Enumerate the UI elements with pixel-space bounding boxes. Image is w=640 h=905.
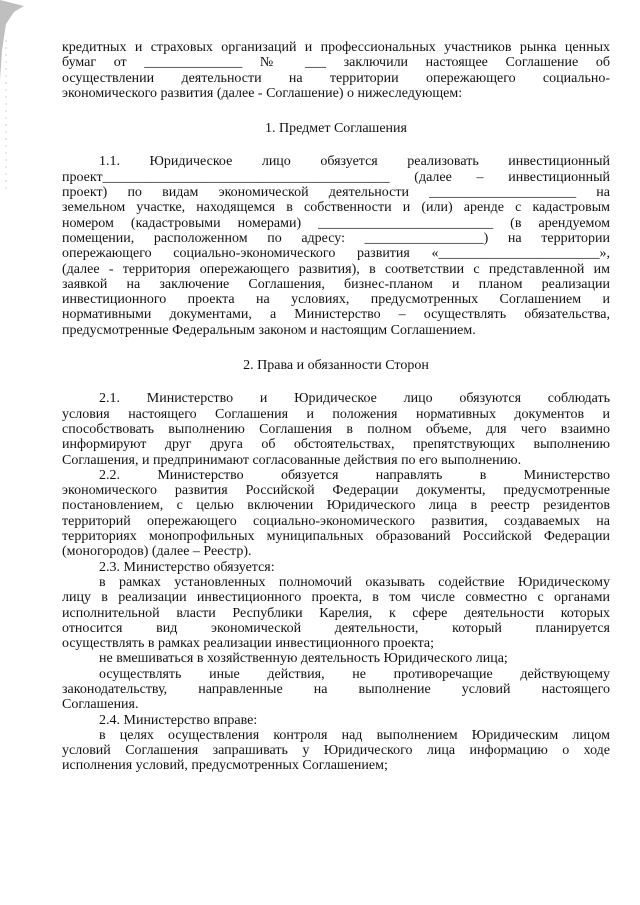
paragraph-2-4 — [62, 713, 610, 774]
paragraph-line: номером (кадастровыми номерами) _________________________ (в арендуемом — [62, 215, 610, 231]
paragraph-heading: 2.3. Министерство обязуется: — [99, 559, 275, 575]
paragraph-line: способствовать выполнению Соглашения в полном объеме, для чего взаимно — [62, 421, 610, 437]
list-item-line: исполнения условий, предусмотренных Соглашением; — [62, 758, 388, 774]
list-item-line: законодательству, направленные на выполнение условий настоящего — [62, 681, 610, 697]
paragraph-line: помещении, расположенном по адресу: _________________) на территории — [62, 230, 610, 246]
intro-line: экономического развития (далее - Соглашение) о нижеследующем: — [62, 85, 463, 101]
paragraph-line: 2.1. Министерство и Юридическое лицо обязуются соблюдать — [99, 391, 610, 407]
section-2-heading: 2. Права и обязанности Сторон — [243, 358, 429, 374]
paragraph-line: (далее - территория опережающего развития), в соответствии с представленной им — [62, 261, 610, 277]
intro-line: кредитных и страховых организаций и профессиональных участников рынка ценных — [62, 40, 610, 55]
paragraph-line: нормативными документами, а Министерство – осуществлять обязательства, — [62, 307, 610, 323]
paragraph-line: территорий опережающего социально-экономического развития, создаваемых на — [62, 513, 610, 529]
paragraph-line: предусмотренные Федеральным законом и настоящим Соглашением. — [62, 322, 476, 338]
paragraph-line: постановлением, с целью включении Юридического лица в реестр резидентов — [62, 498, 610, 514]
list-item-line: не вмешиваться в хозяйственную деятельность Юридического лица; — [99, 651, 508, 667]
paragraph-line: проект_________________________________________ (далее – инвестиционный — [62, 169, 610, 185]
paragraph-line: 1.1. Юридическое лицо обязуется реализовать инвестиционный — [99, 154, 610, 170]
paragraph-line: (моногородов) (далее – Реестр). — [62, 544, 252, 560]
intro-paragraph — [62, 40, 610, 101]
paragraph-2-3 — [62, 560, 610, 713]
list-item-line: лицу в реализации инвестиционного проекта, в том числе совместно с органами — [62, 590, 610, 606]
paragraph-line: заявкой на заключение Соглашения, бизнес-планом и планом реализации — [62, 276, 610, 292]
paragraph-line: проект) по видам экономической деятельности _____________________ на — [62, 185, 610, 201]
paragraph-line: экономического развития Российской Федерации документы, предусмотренные — [62, 483, 610, 499]
paragraph-line: Соглашения, и предпринимают согласованные действия по его выполнению. — [62, 452, 522, 468]
list-item-line: в рамках установленных полномочий оказывать содействие Юридическому — [99, 574, 610, 590]
paragraph-2-2 — [62, 468, 610, 560]
paragraph-line: информируют друг друга об обстоятельствах, препятствующих выполнению — [62, 437, 610, 453]
list-item-line: исполнительной власти Республики Карелия, к сфере деятельности которых — [62, 605, 610, 621]
paragraph-line: территориях монопрофильных муниципальных образований Российской Федерации — [62, 529, 610, 545]
scan-artifact — [0, 0, 24, 200]
list-item-line: условий Соглашения запрашивать у Юридического лица информацию о ходе — [62, 743, 610, 759]
intro-line: осуществлении деятельности на территории опережающего социально- — [62, 70, 610, 86]
list-item-line: Соглашения. — [62, 697, 139, 713]
list-item-line: в целях осуществления контроля над выполнением Юридическим лицом — [99, 727, 610, 743]
paragraph-2-1 — [62, 391, 610, 467]
paragraph-line: опережающего социально-экономического развития «_______________________», — [62, 246, 610, 262]
paragraph-line: земельном участке, находящемся в собственности и (или) аренде с кадастровым — [62, 200, 610, 216]
paragraph-line: условия настоящего Соглашения и положения нормативных документов и — [62, 406, 610, 422]
list-item-line: осуществлять в рамках реализации инвестиционного проекта; — [62, 636, 434, 652]
paragraph-line: инвестиционного проекта на условиях, предусмотренных Соглашением и — [62, 292, 610, 308]
scan-corner-shadow — [0, 0, 24, 80]
list-item-line: осуществлять иные действия, не противоречащие действующему — [99, 666, 610, 682]
paragraph-1-1 — [62, 154, 610, 338]
paragraph-line: 2.2. Министерство обязуется направлять в Министерство — [99, 467, 610, 483]
section-1-heading: 1. Предмет Соглашения — [265, 121, 407, 137]
intro-line: бумаг от ______________ № ___ заключили настоящее Соглашение об — [62, 55, 610, 71]
paragraph-heading: 2.4. Министерство вправе: — [99, 712, 258, 728]
document-body — [62, 40, 610, 774]
list-item-line: относится вид экономической деятельности, который планируется — [62, 620, 610, 636]
